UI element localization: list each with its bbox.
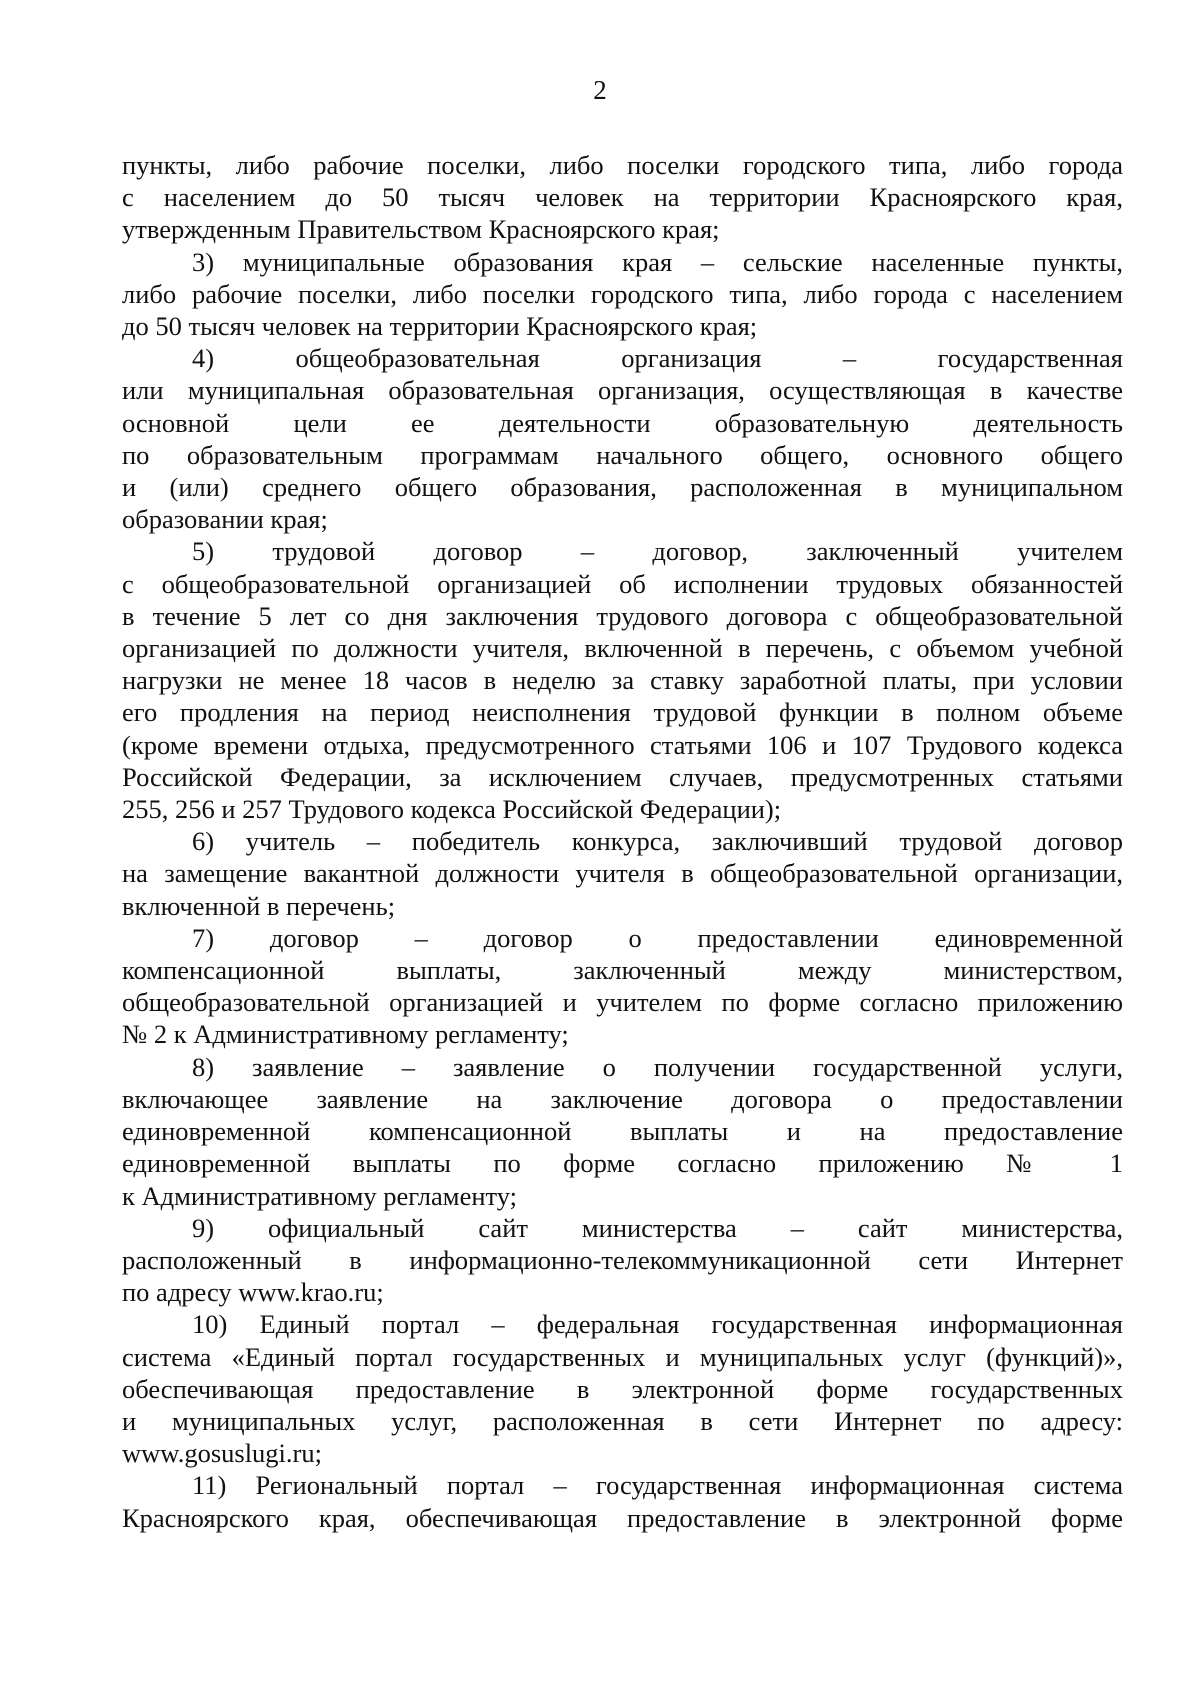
text-line: 255, 256 и 257 Трудового кодекса Российской Федерации); [122, 794, 782, 825]
text-line: 5) трудовой договор – договор, заключенный учителем [192, 536, 1123, 567]
text-line: 7) договор – договор о предоставлении единовременной [192, 922, 1123, 953]
text-line: обеспечивающая предоставление в электронной форме государственных [122, 1373, 1123, 1404]
text-line: на замещение вакантной должности учителя в общеобразовательной организации, [122, 858, 1123, 889]
text-line: включенной в перечень; [122, 890, 396, 921]
text-line: образовании края; [122, 504, 328, 535]
text-line: организацией по должности учителя, включенной в перечень, с объемом учебной [122, 633, 1123, 664]
text-line: и (или) среднего общего образования, расположенная в муниципальном [122, 472, 1123, 503]
text-line: Российской Федерации, за исключением случаев, предусмотренных статьями [122, 761, 1123, 792]
document-body [122, 149, 1123, 1534]
text-line: его продления на период неисполнения трудовой функции в полном объеме [122, 697, 1123, 728]
text-line: с общеобразовательной организацией об исполнении трудовых обязанностей [122, 568, 1123, 599]
text-line: или муниципальная образовательная организация, осуществляющая в качестве [122, 375, 1123, 406]
text-line: нагрузки не менее 18 часов в неделю за ставку заработной платы, при условии [122, 665, 1123, 696]
text-line: № 2 к Административному регламенту; [122, 1019, 569, 1050]
text-line: система «Единый портал государственных и муниципальных услуг (функций)», [122, 1341, 1123, 1372]
document-text [122, 149, 1123, 1534]
text-line: общеобразовательной организацией и учителем по форме согласно приложению [122, 987, 1123, 1018]
text-line: до 50 тысяч человек на территории Красноярского края; [122, 311, 758, 342]
text-line: по образовательным программам начального общего, основного общего [122, 439, 1123, 470]
text-line: либо рабочие поселки, либо поселки городского типа, либо города с населением [122, 278, 1123, 309]
text-line: в течение 5 лет со дня заключения трудового договора с общеобразовательной [122, 600, 1123, 631]
text-line: 6) учитель – победитель конкурса, заключивший трудовой договор [192, 826, 1123, 857]
text-line: по адресу www.krao.ru; [122, 1277, 384, 1308]
text-line: 4) общеобразовательная организация – государственная [192, 343, 1123, 374]
text-line: включающее заявление на заключение договора о предоставлении [122, 1083, 1123, 1114]
text-line: Красноярского края, обеспечивающая предоставление в электронной форме [122, 1502, 1123, 1533]
text-line: www.gosuslugi.ru; [122, 1438, 322, 1469]
text-line: основной цели ее деятельности образовательную деятельность [122, 407, 1123, 438]
text-line: с населением до 50 тысяч человек на территории Красноярского края, [122, 182, 1123, 213]
text-line: компенсационной выплаты, заключенный между министерством, [122, 955, 1123, 986]
text-line: утвержденным Правительством Красноярского края; [122, 214, 720, 245]
text-line: пункты, либо рабочие поселки, либо поселки городского типа, либо города [122, 150, 1123, 180]
text-line: единовременной выплаты по форме согласно приложению № 1 [122, 1148, 1123, 1179]
text-line: 8) заявление – заявление о получении государственной услуги, [192, 1051, 1123, 1082]
text-line: расположенный в информационно-телекоммуникационной сети Интернет [122, 1244, 1123, 1275]
text-line: 9) официальный сайт министерства – сайт министерства, [192, 1212, 1123, 1243]
page-number: 2 [593, 75, 607, 105]
text-line: и муниципальных услуг, расположенная в сети Интернет по адресу: [122, 1405, 1123, 1436]
text-line: единовременной компенсационной выплаты и на предоставление [122, 1116, 1123, 1147]
text-line: к Административному регламенту; [122, 1180, 518, 1211]
text-line: (кроме времени отдыха, предусмотренного статьями 106 и 107 Трудового кодекса [122, 729, 1123, 760]
text-line: 3) муниципальные образования края – сельские населенные пункты, [192, 246, 1123, 277]
text-line: 10) Единый портал – федеральная государственная информационная [192, 1309, 1123, 1340]
text-line: 11) Региональный портал – государственная информационная система [192, 1470, 1123, 1501]
